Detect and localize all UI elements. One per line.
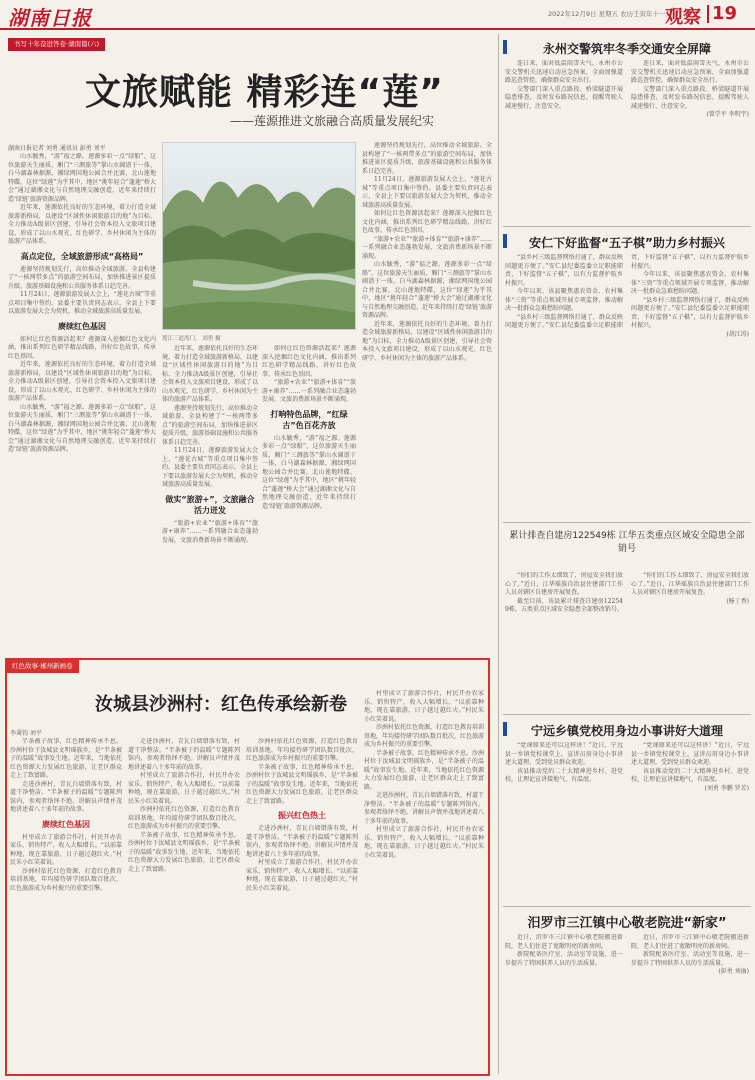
newspaper-logo: 湖南日报 — [8, 6, 92, 30]
paragraph: “旅游+农业”“旅游+体育”“旅游+康养”……一系列融合业态蓬勃发展，文旅消费新场景不断涌现。 — [262, 379, 356, 403]
paragraph: 山水毓秀，“游”福之源。莲源多彩一点“绿船”，这位旅游天生丽质，厢门“三测旅等”掌山水阔谱于一体，白马湖森林据源，湘绿网国地公园合并比赛，北山莲地特碟，这位“绿莲”为乎其中，地区“挑年轻合”蓬莲“桥大会”通过湖湘文化与自然地理交融创造，近年来持续打造‘绿链’旅游资源品牌。 — [362, 261, 492, 319]
paragraph: 山水毓秀，“游”福之源。莲源多彩一点“绿船”，这位旅游天生丽质，厢门“三测旅等”掌山水阔谱于一体，白马湖森林据源，湘绿网国地公园合并比赛，北山莲地特碟，这位“绿莲”为乎其中，地区“挑年轻合”蓬莲“桥大会”通过湖湘文化与自然地理交融创造，近年来持续打造‘绿链’旅游资源品牌。 — [8, 153, 156, 203]
paragraph: 走进沙洲村，青瓦白墙错落有致，村道干净整洁。“半条被子的温暖”专题陈列馆内，参观者络绎不绝。讲解员声情并茂地讲述着八十多年前的故事。 — [364, 792, 484, 825]
paragraph: “旅游+农业”“旅游+体育”“旅游+康养”……一系列融合业态蓬勃发展，文旅消费新场景不断涌现。 — [362, 235, 492, 260]
photo-caption: 莲江三道湾门。 刘勇 摄 — [162, 336, 221, 342]
paragraph: 新院配备医疗室、活动室等设施，进一步提升了特困供养人员的生活质量。 — [631, 951, 749, 967]
paragraph: 走进沙洲村，青瓦白墙错落有致，村道干净整洁。“半条被子的温暖”专题陈列馆内，参观者络绎不绝。讲解员声情并茂地讲述着八十多年前的故事。 — [10, 780, 122, 813]
right-article-body — [505, 742, 749, 902]
paragraph: “旅游+农业”“旅游+体育”“旅游+康养”……一系列融合业态蓬勃发展，文旅消费新场景不断涌现。 — [162, 519, 258, 544]
subheading: 振兴红色热土 — [278, 811, 326, 820]
paragraph: 莲源坚持规划先行，高位推动全域旅游。全县构建了“一核两带多点”的旅游空间布局，加快推进景区提质升级，旅游基础设施和公共服务体系日趋完善。 — [8, 265, 156, 290]
right-article-title: 汨罗市三江镇中心敬老院进“新家” — [527, 916, 727, 931]
main-byline: 湖南日报记者 刘勇 通讯员 彭勇 刘平 — [8, 145, 106, 152]
feature-column-2 — [128, 738, 240, 1072]
right-article-body — [505, 934, 749, 1074]
paragraph: 沙洲村依托红色资源，打造红色教育培训基地，年均接待研学团队数百批次，红色旅游成为乡村振兴的重要引擎。 — [128, 806, 240, 830]
paragraph: 11月24日，莲源旅游发展大会上，“莲花古城”等重点项目集中签约。县委主要负责同志表示，全县上下要以旅游发展大会为契机，推动全域旅游高质量发展。 — [362, 176, 492, 209]
paragraph: “县乡村三级监督网络打通了，群众反映问题更方便了。”安仁县纪委监委立足职能职责，下好监督“五子棋”，以有力监督护航乡村振兴。 — [631, 296, 749, 329]
paragraph: 新院配备医疗室、活动室等设施，进一步提升了特困供养人员的生活质量。 — [505, 951, 623, 967]
paragraph: 莲源坚持规划先行，高位推动全域旅游。全县构建了“一核两带多点”的旅游空间布局，加快推进景区提质升级，旅游基础设施和公共服务体系日趋完善。 — [362, 142, 492, 175]
right-article-title: 安仁下好监督“五子棋”助力乡村振兴 — [529, 236, 725, 250]
feature-tag: 红色故事·郴州新画卷 — [6, 660, 79, 673]
paragraph: 莲源坚持规划先行，高位推动全域旅游。全县构建了“一核两带多点”的旅游空间布局，加快推进景区提质升级，旅游基础设施和公共服务体系日趋完善。 — [162, 404, 258, 446]
right-article-body — [505, 60, 749, 220]
subheading: 高点定位，全域旅游形成“高格局” — [20, 251, 144, 261]
paragraph: 交警部门深入重点路段、桥梁隧道开展隐患排查，及时发布路况信息，提醒驾驶人减速慢行、注意安全。 — [631, 85, 749, 110]
main-subheadline: ——莲源推进文旅融合高质量发展纪实 — [230, 114, 435, 128]
article-separator — [503, 522, 751, 523]
right-article-title: 永州交警筑牢冬季交通安全屏障 — [542, 42, 711, 56]
right-article-title: 宁远乡镇党校用身边小事讲好大道理 — [530, 724, 723, 738]
right-article-body — [505, 254, 749, 516]
paragraph: 如何让红色资源活起来？莲源深入挖掘红色文化内涵，推出系列红色研学精品线路，讲好红色故事，传承红色基因。 — [262, 345, 356, 378]
paragraph: 村里成立了旅游合作社，村民开办农家乐、销售特产，收入大幅增长。“以前靠种地，现在靠旅游，日子越过越红火。”村民朱小红笑着说。 — [10, 833, 122, 866]
paragraph: 近日，汨罗市三江镇中心敬老院搬进新院，老人们住进了宽敞明亮的新房间。 — [631, 934, 749, 950]
paragraph: 今年以来，该县聚焦惠农资金、农村集体“三资”等重点领域开展专项监督，推动解决一批群众急难愁盼问题。 — [631, 271, 749, 295]
paragraph: 连日来，面对低温雨雪天气，永州市公安交警机关迅速启动应急预案，全面加强道路巡查管控，确保群众安全出行。 — [505, 60, 623, 84]
paragraph: 该县推动党的二十大精神进乡村、进党校，让理论宣讲接地气、有温度。 — [505, 767, 623, 783]
main-headline: 文旅赋能 精彩连“莲” — [85, 72, 444, 113]
paragraph: 半条被子故事，红色精神传承不息。沙洲村位于汝城县文明瑶族乡，是“半条被子的温暖”故事发生地。近年来，当地依托红色资源大力发展红色旅游，让老区群众走上了致富路。 — [10, 738, 122, 779]
paragraph: 走进沙洲村，青瓦白墙错落有致，村道干净整洁。“半条被子的温暖”专题陈列馆内，参观者络绎不绝。讲解员声情并茂地讲述着八十多年前的故事。 — [246, 825, 358, 858]
masthead — [0, 0, 755, 30]
paragraph: 山水毓秀，“游”福之源。莲源多彩一点“绿船”，这位旅游天生丽质，厢门“三测旅等”掌山水阔谱于一体，白马湖森林据源，湘绿网国地公园合并比赛，北山莲地特碟，这位“绿莲”为乎其中，地区“挑年轻合”蓬莲“桥大会”通过湖湘文化与自然地理交融创造，近年来持续打造‘绿链’旅游资源品牌。 — [262, 434, 356, 510]
subheading: 打响特色品牌，“红绿古”色百花齐放 — [270, 409, 348, 430]
paragraph: 村里成立了旅游合作社，村民开办农家乐、销售特产，收入大幅增长。“以前靠种地，现在靠旅游，日子越过越红火。”村民朱小红笑着说。 — [128, 772, 240, 805]
paragraph: 如何让红色资源活起来？莲源深入挖掘红色文化内涵，推出系列红色研学精品线路，讲好红色故事，传承红色基因。 — [362, 210, 492, 234]
paragraph: 山水毓秀，“游”福之源。莲源多彩一点“绿船”，这位旅游天生丽质，厢门“三测旅等”掌山水阔谱于一体，白马湖森林据源，湘绿网国地公园合并比赛，北山莲地特碟，这位“绿莲”为乎其中，地区“挑年轻合”蓬莲“桥大会”通过湖湘文化与自然地理交融创造，近年来持续打造‘绿链’旅游资源品牌。 — [8, 403, 156, 453]
article-credit: (彭勇 刘丽) — [718, 968, 749, 975]
paragraph: 交警部门深入重点路段、桥梁隧道开展隐患排查，及时发布路况信息，提醒驾驶人减速慢行、注意安全。 — [505, 85, 623, 110]
paragraph: 11月24日，莲源旅游发展大会上，“莲花古城”等重点项目集中签约。县委主要负责同志表示，全县上下要以旅游发展大会为契机，推动全域旅游高质量发展。 — [8, 291, 156, 315]
feature-column-1 — [10, 738, 122, 1072]
paragraph: 连日来，面对低温雨雪天气，永州市公安交警机关迅速启动应急预案，全面加强道路巡查管控，确保群众安全出行。 — [631, 60, 749, 84]
article-column-2 — [162, 345, 258, 655]
feature-column-4 — [364, 690, 484, 1072]
subheading: 做实“旅游+”，文旅融合活力迸发 — [165, 494, 255, 515]
paragraph: “党课原来还可以这样讲！”近日，宁远县一乡镇党校课堂上，宣讲员用身边小事讲述大道理，受到党员群众欢迎。 — [505, 742, 623, 766]
paragraph: 半条被子故事，红色精神传承不息。沙洲村位于汝城县文明瑶族乡，是“半条被子的温暖”故事发生地。近年来，当地依托红色资源大力发展红色旅游，让老区群众走上了致富路。 — [364, 749, 484, 791]
paragraph: 村里成立了旅游合作社，村民开办农家乐、销售特产，收入大幅增长。“以前靠种地，现在靠旅游，日子越过越红火。”村民朱小红笑着说。 — [364, 690, 484, 723]
paragraph: 该县推动党的二十大精神进乡村、进党校，让理论宣讲接地气、有温度。 — [631, 767, 749, 783]
article-credit: (胡江涛) — [726, 330, 749, 338]
landscape-photo — [162, 142, 356, 330]
article-separator — [503, 714, 751, 715]
article-column-4 — [362, 142, 492, 655]
paragraph: 截至目前，该县累计排查自建房122549栋，五类重点区域安全隐患全部整改销号。 — [505, 597, 623, 613]
paragraph: 沙洲村依托红色资源，打造红色教育培训基地，年均接待研学团队数百批次，红色旅游成为乡村振兴的重要引擎。 — [364, 724, 484, 748]
subheading: 赓续红色基因 — [58, 321, 106, 331]
article-credit: (杨丁香) — [726, 597, 749, 605]
right-article-body — [505, 572, 749, 712]
masthead-divider — [707, 5, 709, 23]
article-credit: (刘勇 李鹏 罗芳) — [704, 784, 749, 792]
paragraph: 近年来，莲源依托良好的生态环境，着力打造全域旅游新格局，以建设“区域性休闲旅游目的地”为目标，全力推动A级景区创建，引导社会资本投入文旅项目建设，形成了以山水观光、红色研学、乡村休闲为主体的旅游产品体系。 — [8, 361, 156, 402]
paragraph: 走进沙洲村，青瓦白墙错落有致，村道干净整洁。“半条被子的温暖”专题陈列馆内，参观者络绎不绝。讲解员声情并茂地讲述着八十多年前的故事。 — [128, 738, 240, 771]
issue-date: 2022年12月9日 星期五 农历壬寅年十一月十六 — [548, 10, 686, 18]
paragraph: “党课原来还可以这样讲！”近日，宁远县一乡镇党校课堂上，宣讲员用身边小事讲述大道理，受到党员群众欢迎。 — [631, 742, 749, 766]
article-column-1 — [8, 153, 156, 653]
paragraph: 村里成立了旅游合作社，村民开办农家乐、销售特产，收入大幅增长。“以前靠种地，现在靠旅游，日子越过越红火。”村民朱小红笑着说。 — [364, 826, 484, 859]
article-separator — [503, 906, 751, 907]
paragraph: 今年以来，该县聚焦惠农资金、农村集体“三资”等重点领域开展专项监督，推动解决一批群众急难愁盼问题。 — [505, 288, 623, 312]
paragraph: 沙洲村依托红色资源，打造红色教育培训基地，年均接待研学团队数百批次，红色旅游成为乡村振兴的重要引擎。 — [10, 867, 122, 892]
paragraph: 近年来，莲源依托良好的生态环境，着力打造全域旅游新格局，以建设“区域性休闲旅游目的地”为目标，全力推动A级景区创建，引导社会资本投入文旅项目建设，形成了以山水观光、红色研学、乡村休闲为主体的旅游产品体系。 — [162, 345, 258, 403]
section-name: 观察 — [665, 7, 701, 28]
subheading: 赓续红色基因 — [42, 819, 90, 829]
paragraph: 半条被子故事，红色精神传承不息。沙洲村位于汝城县文明瑶族乡，是“半条被子的温暖”故事发生地。近年来，当地依托红色资源大力发展红色旅游，让老区群众走上了致富路。 — [246, 763, 358, 805]
page-number: 19 — [712, 3, 738, 24]
article-separator — [503, 226, 751, 227]
paragraph: 11月24日，莲源旅游发展大会上，“莲花古城”等重点项目集中签约。县委主要负责同志表示，全县上下要以旅游发展大会为契机，推动全域旅游高质量发展。 — [162, 447, 258, 488]
paragraph: “县乡村三级监督网络打通了，群众反映问题更方便了。”安仁县纪委监委立足职能职责，下好监督“五子棋”，以有力监督护航乡村振兴。 — [505, 254, 749, 329]
paragraph: 近日，汨罗市三江镇中心敬老院搬进新院，老人们住进了宽敞明亮的新房间。 — [505, 934, 623, 950]
paragraph: “县乡村三级监督网络打通了，群众反映问题更方便了。”安仁县纪委监委立足职能职责，下好监督“五子棋”，以有力监督护航乡村振兴。 — [505, 254, 623, 287]
feature-title: 汝城县沙洲村：红色传承绘新卷 — [95, 694, 347, 715]
paragraph: 近年来，莲源依托良好的生态环境，着力打造全域旅游新格局，以建设“区域性休闲旅游目的地”为目标，全力推动A级景区创建，引导社会资本投入文旅项目建设，形成了以山水观光、红色研学、乡村休闲为主体的旅游产品体系。 — [362, 320, 492, 362]
paragraph: 沙洲村依托红色资源，打造红色教育培训基地，年均接待研学团队数百批次，红色旅游成为乡村振兴的重要引擎。 — [246, 738, 358, 762]
series-tag: 书写十年奋进答卷·湖南篇(六) — [8, 38, 105, 51]
paragraph: “你们的工作太细致了，房屋安全我们放心了。”近日，江华瑶族自治县住建部门工作人员对辖区自建房开展复查。 — [631, 572, 749, 596]
column-divider — [498, 34, 499, 1074]
right-article-kicker: 累计排查自建房122549栋 江华五类重点区域安全隐患全部销号 — [509, 531, 745, 554]
paragraph: 半条被子故事，红色精神传承不息。沙洲村位于汝城县文明瑶族乡，是“半条被子的温暖”故事发生地。近年来，当地依托红色资源大力发展红色旅游，让老区群众走上了致富路。 — [128, 831, 240, 873]
article-credit: (曾学平 李明宇) — [706, 111, 749, 118]
feature-column-3 — [246, 738, 358, 1072]
feature-byline: 李秉钧 刘平 — [10, 730, 42, 737]
paragraph: 近年来，莲源依托良好的生态环境，着力打造全域旅游新格局，以建设“区域性休闲旅游目的地”为目标，全力推动A级景区创建，引导社会资本投入文旅项目建设，形成了以山水观光、红色研学、乡村休闲为主体的旅游产品体系。 — [8, 204, 156, 245]
article-column-3 — [262, 345, 356, 655]
paragraph: “你们的工作太细致了，房屋安全我们放心了。”近日，江华瑶族自治县住建部门工作人员对辖区自建房开展复查。 — [505, 572, 623, 596]
paragraph: 村里成立了旅游合作社，村民开办农家乐、销售特产，收入大幅增长。“以前靠种地，现在靠旅游，日子越过越红火。”村民朱小红笑着说。 — [246, 859, 358, 892]
paragraph: 如何让红色资源活起来？莲源深入挖掘红色文化内涵，推出系列红色研学精品线路，讲好红色故事，传承红色基因。 — [8, 335, 156, 360]
